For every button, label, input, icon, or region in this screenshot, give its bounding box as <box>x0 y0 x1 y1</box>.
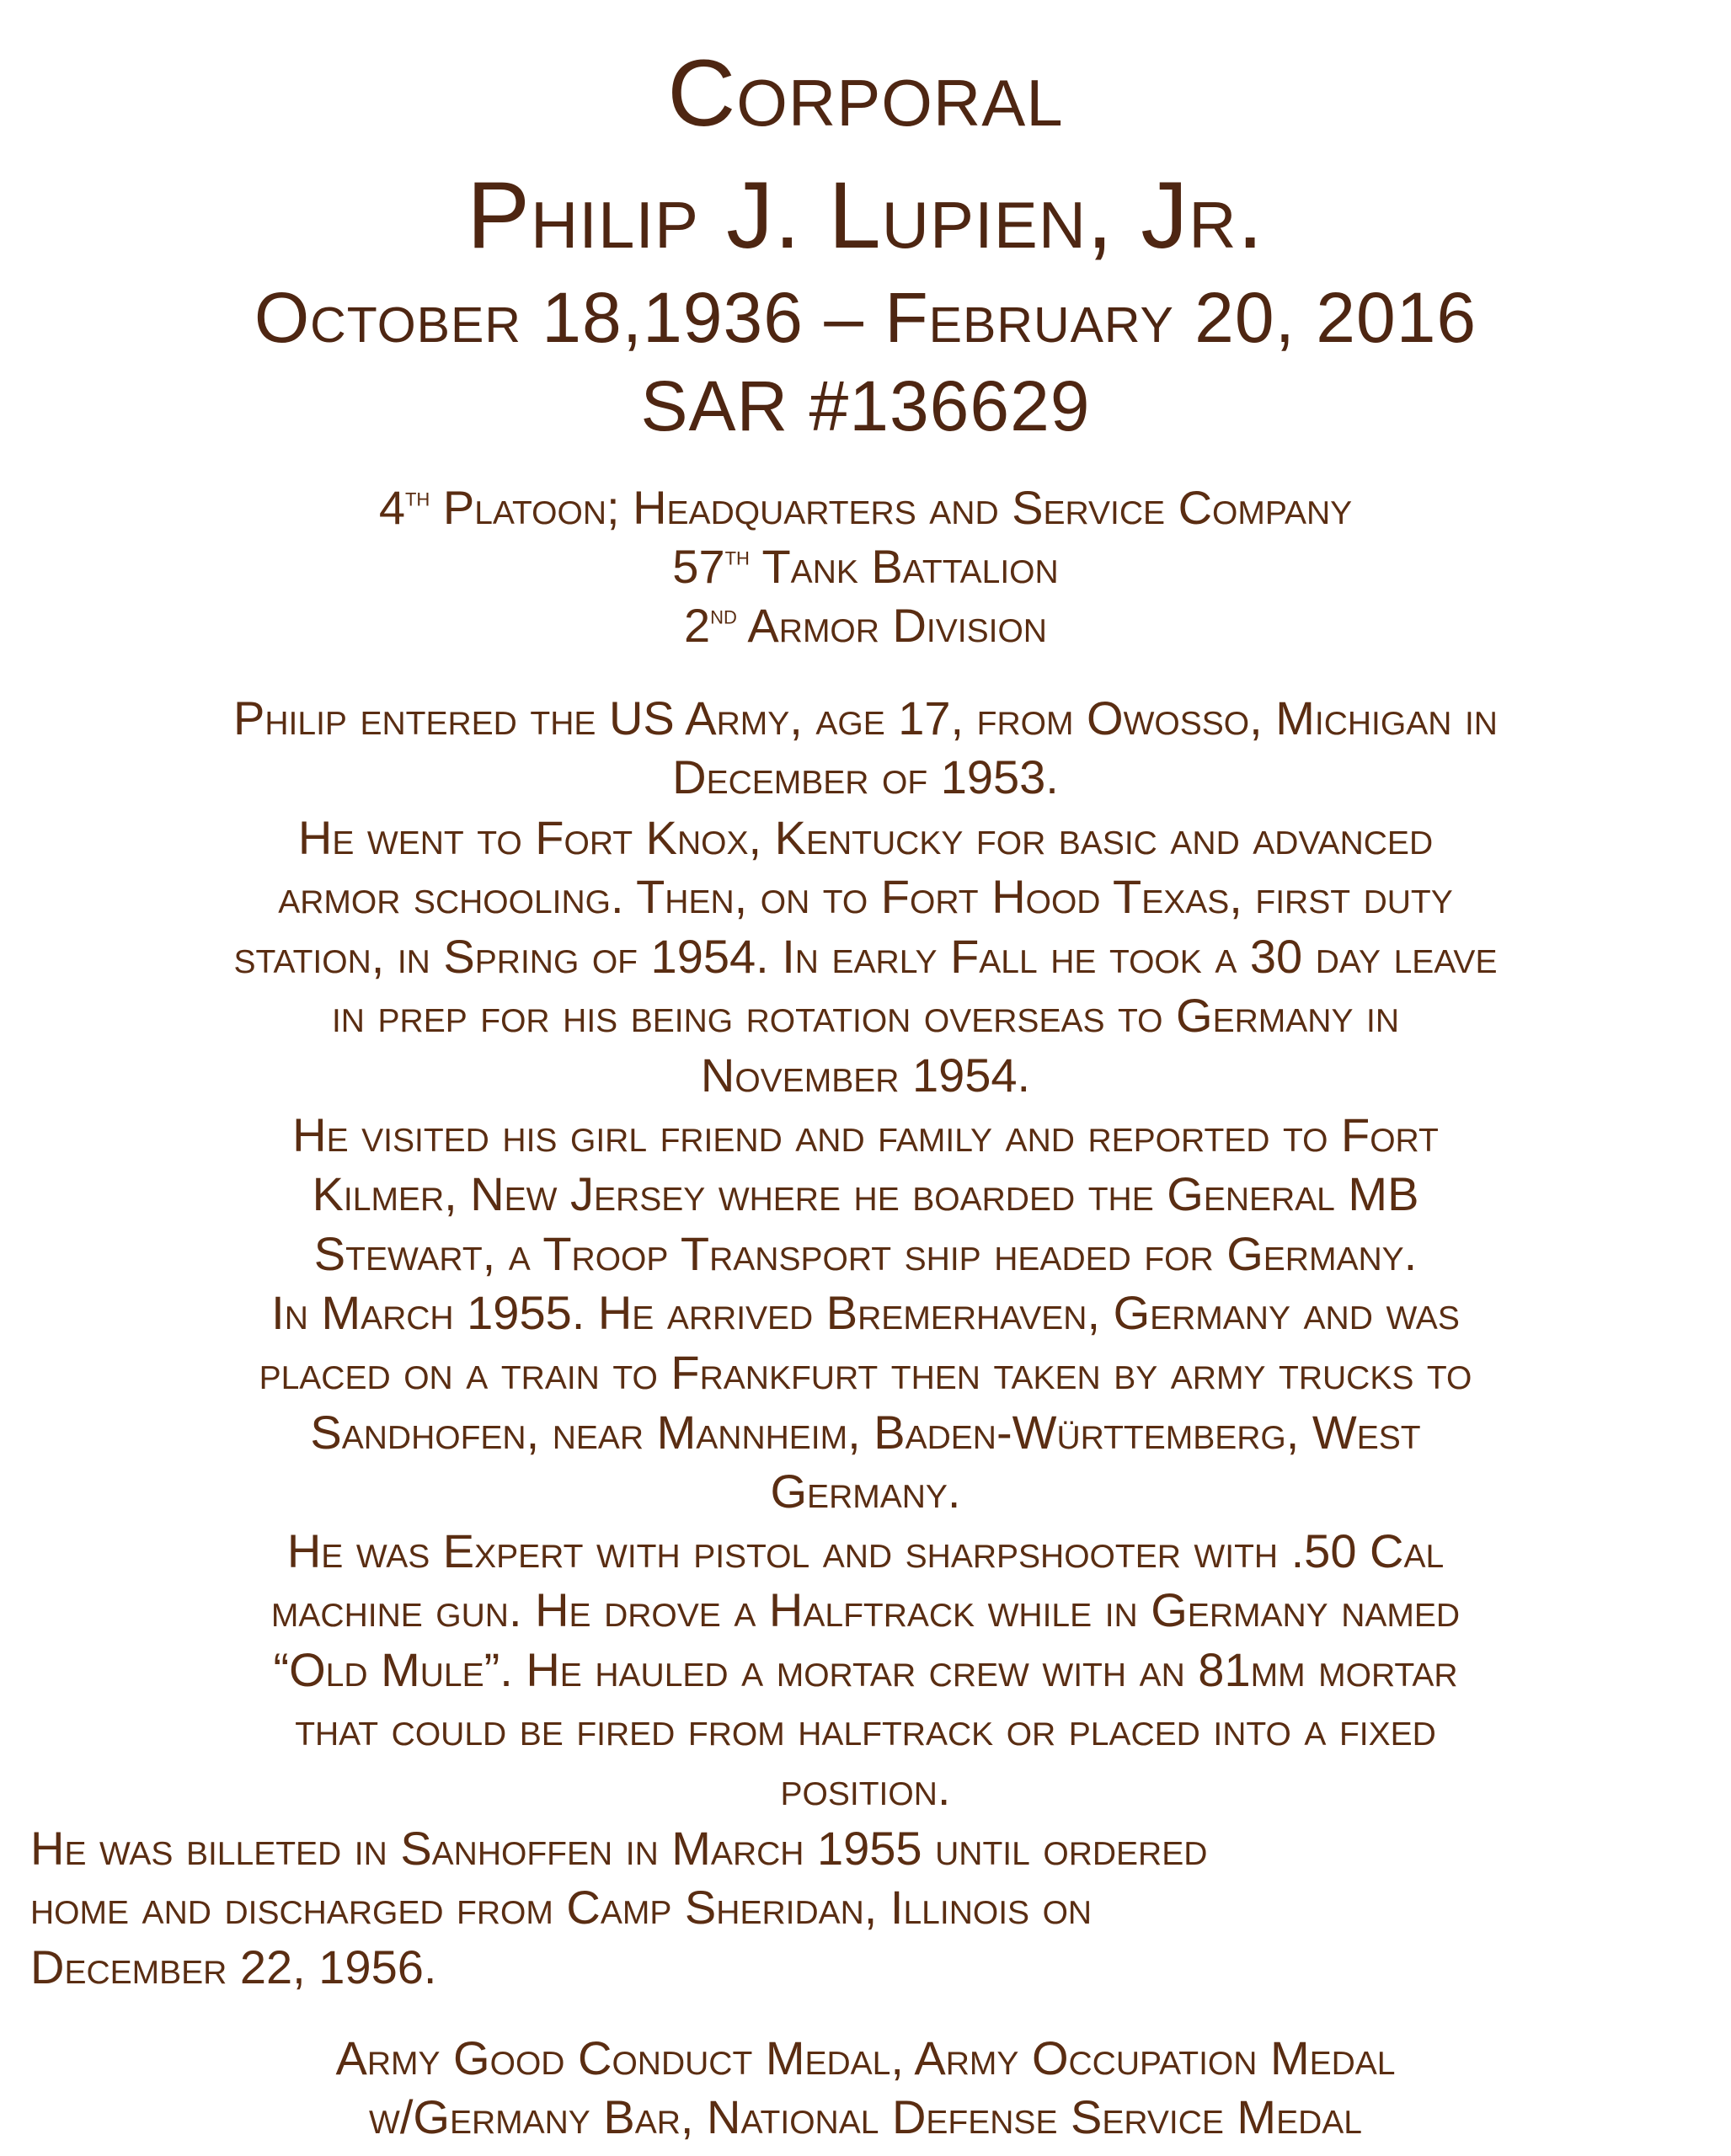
bio-line: Sandhofen, near Mannheim, Baden-Württemberg, West <box>310 1406 1421 1459</box>
bio-line: November 1954. <box>700 1049 1031 1102</box>
unit-battalion <box>0 540 1731 593</box>
discharge-line: December 22, 1956. <box>30 1940 437 1993</box>
bio-line: He visited his girl friend and family and reported to Fort <box>292 1108 1439 1161</box>
bio-line: “Old Mule”. He hauled a mortar crew with an 81mm mortar <box>273 1643 1458 1696</box>
medals-line: Army Good Conduct Medal, Army Occupation Medal <box>335 2031 1396 2084</box>
bio-line: that could be fired from halftrack or placed into a fixed <box>295 1702 1436 1755</box>
discharge-line: He was billeted in Sanhoffen in March 1955 until ordered <box>30 1822 1208 1875</box>
bio-line: Germany. <box>770 1465 961 1518</box>
bio-line: He was Expert with pistol and sharpshooter with .50 Cal <box>286 1524 1445 1577</box>
bio-line: in prep for his being rotation overseas to Germany in <box>331 989 1400 1042</box>
bio-line: Kilmer, New Jersey where he boarded the General MB <box>312 1167 1419 1220</box>
bio-line: In March 1955. He arrived Bremerhaven, Germany and was <box>271 1286 1460 1339</box>
bio-line: placed on a train to Frankfurt then taken by army trucks to <box>259 1346 1472 1399</box>
unit-battalion-number: 57 <box>672 540 725 593</box>
rank-title: Corporal <box>667 40 1064 146</box>
unit-platoon-text: Platoon; Headquarters and Service Company <box>442 481 1353 534</box>
bio-line: machine gun. He drove a Halftrack while in Germany named <box>270 1583 1461 1636</box>
unit-platoon-ordinal: th <box>404 482 430 512</box>
unit-platoon <box>0 481 1731 534</box>
name-title: Philip J. Lupien, Jr. <box>467 163 1264 268</box>
unit-battalion-text: Tank Battalion <box>761 540 1059 593</box>
medals-line: w/Germany Bar, National Defense Service Medal <box>369 2090 1362 2143</box>
unit-division-number: 2 <box>684 599 711 652</box>
unit-division-ordinal: nd <box>710 600 737 630</box>
unit-battalion-ordinal: th <box>724 541 750 571</box>
bio-line: December of 1953. <box>672 750 1059 803</box>
bio-line: armor schooling. Then, on to Fort Hood Texas, first duty <box>278 870 1453 923</box>
unit-division <box>0 599 1731 652</box>
bio-line: position. <box>780 1762 951 1815</box>
discharge-line: home and discharged from Camp Sheridan, Illinois on <box>30 1881 1093 1934</box>
bio-line: station, in Spring of 1954. In early Fall he took a 30 day leave <box>233 930 1498 983</box>
bio-line: Philip entered the US Army, age 17, from Owosso, Michigan in <box>233 691 1498 744</box>
unit-division-text: Armor Division <box>747 599 1047 652</box>
life-dates: October 18,1936 – February 20, 2016 <box>254 278 1477 357</box>
bio-line: Stewart, a Troop Transport ship headed for Germany. <box>313 1227 1418 1280</box>
sar-number: SAR #136629 <box>640 366 1091 446</box>
unit-platoon-number: 4 <box>378 481 405 534</box>
bio-line: He went to Fort Knox, Kentucky for basic and advanced <box>297 811 1434 864</box>
